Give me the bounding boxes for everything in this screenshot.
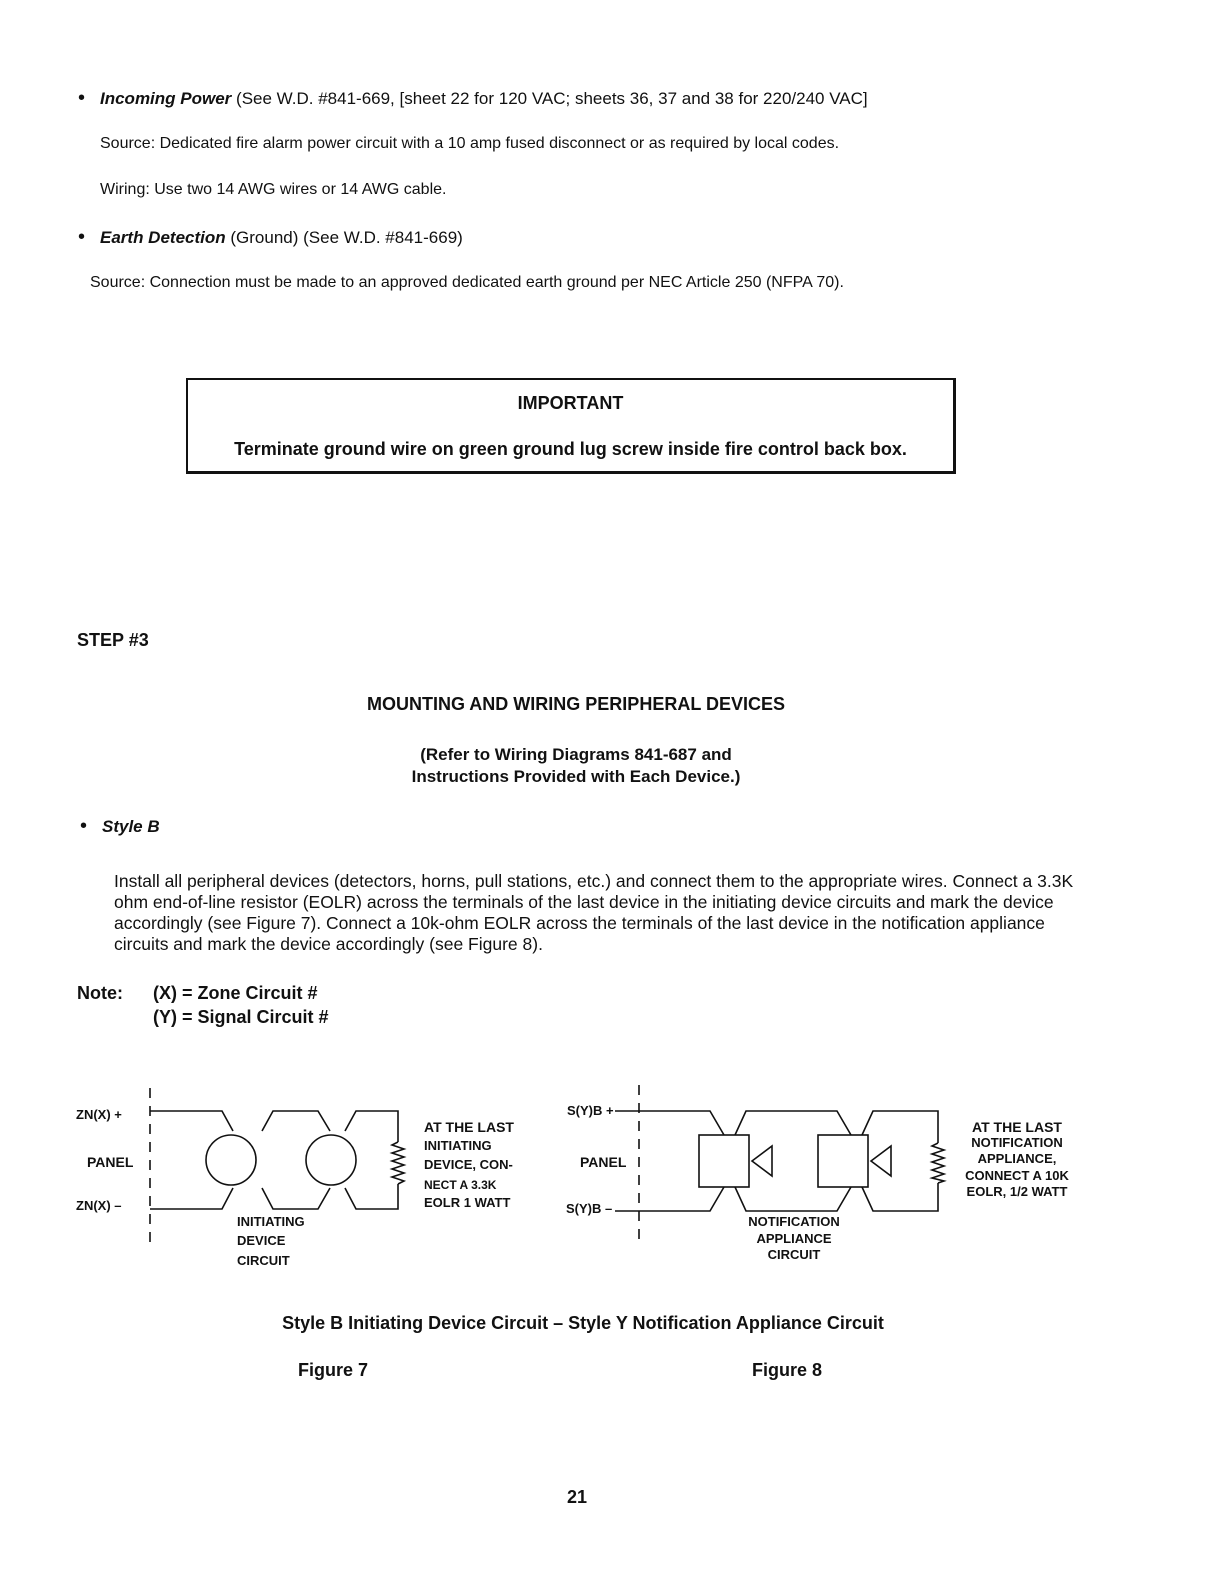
fig8-note-line-2: NOTIFICATION	[971, 1135, 1063, 1150]
section-heading: MOUNTING AND WIRING PERIPHERAL DEVICES	[366, 694, 786, 714]
earth-detection-title: Earth Detection	[100, 228, 226, 247]
style-b-title: Style B	[102, 817, 160, 836]
fig8-right-top-wire	[862, 1111, 938, 1143]
figure7-caption: Figure 7	[298, 1360, 369, 1380]
incoming-power-source: Source: Dedicated fire alarm power circuit with a 10 amp fused disconnect or as required by local codes.	[100, 135, 840, 152]
fig7-plus-label: ZN(X) +	[76, 1107, 122, 1122]
fig7-minus-label: ZN(X) –	[76, 1198, 122, 1213]
fig7-circuit-line-1: INITIATING	[237, 1214, 305, 1229]
fig7-circuit-line-3: CIRCUIT	[237, 1253, 290, 1268]
incoming-power-title: Incoming Power	[100, 89, 232, 108]
fig7-detector-2	[306, 1135, 356, 1185]
figure8-caption: Figure 8	[752, 1360, 823, 1380]
fig7-detector-1	[206, 1135, 256, 1185]
fig7-note-line-4: NECT A 3.3K	[424, 1178, 497, 1192]
incoming-power-ref: (See W.D. #841-669, [sheet 22 for 120 VAC; sheets 36, 37 and 38 for 220/240 VAC]	[236, 89, 868, 108]
important-box	[186, 378, 956, 474]
note-line-1: (X) = Zone Circuit #	[153, 983, 318, 1003]
refer-line-2: Instructions Provided with Each Device.)	[411, 767, 741, 786]
important-text: Terminate ground wire on green ground lug screw inside fire control back box.	[234, 439, 907, 459]
fig7-note-line-1: AT THE LAST	[424, 1119, 514, 1135]
fig8-note-line-4: CONNECT A 10K	[965, 1168, 1069, 1183]
fig7-eolr-resistor	[392, 1142, 404, 1184]
incoming-power-wiring: Wiring: Use two 14 AWG wires or 14 AWG cable.	[100, 181, 447, 198]
bullet-icon: •	[78, 226, 86, 248]
fig8-note-line-5: EOLR, 1/2 WATT	[966, 1184, 1068, 1199]
fig8-horn-1	[752, 1146, 772, 1176]
fig7-right-top-wire	[345, 1111, 398, 1142]
fig7-note-line-5: EOLR 1 WATT	[424, 1195, 511, 1210]
fig8-horn-2	[871, 1146, 891, 1176]
fig8-minus-wire	[615, 1187, 724, 1211]
fig8-plus-wire	[615, 1111, 724, 1135]
fig7-mid-bottom-wire	[262, 1188, 330, 1209]
fig7-mid-top-wire	[262, 1111, 330, 1131]
earth-detection-line	[78, 226, 463, 249]
fig7-plus-wire	[150, 1111, 233, 1131]
fig7-circuit-line-2: DEVICE	[237, 1233, 286, 1248]
refer-line-1: (Refer to Wiring Diagrams 841-687 and	[420, 745, 732, 764]
important-title: IMPORTANT	[517, 393, 624, 413]
fig8-minus-label: S(Y)B –	[566, 1201, 613, 1216]
style-b-paragraph: Install all peripheral devices (detectors, horns, pull stations, etc.) and connect them to the appropriate wires. Connect a 3.3K ohm end-of-line resistor (EOLR) across the terminals of the last device in the initiating device circuits and mark the device accordingly (see Figure 7). Connect a 10k-ohm EOLR across the terminals of the last device in the notification appliance circuits and mark the device accordingly (see Figure 8).	[114, 871, 1074, 954]
fig8-appliance-1	[699, 1135, 749, 1187]
fig8-right-bottom-wire	[862, 1183, 938, 1211]
fig8-circuit-line-3: CIRCUIT	[767, 1247, 821, 1262]
page-number: 21	[567, 1487, 588, 1507]
step-label: STEP #3	[77, 630, 149, 650]
fig8-mid-bottom-wire	[735, 1187, 851, 1211]
fig8-mid-top-wire	[735, 1111, 851, 1135]
earth-detection-ref: (Ground) (See W.D. #841-669)	[230, 228, 463, 247]
fig8-circuit-line-2: APPLIANCE	[756, 1231, 832, 1246]
fig7-right-bottom-wire	[345, 1184, 398, 1209]
fig8-note-line-1: AT THE LAST	[972, 1119, 1062, 1135]
bullet-icon: •	[80, 815, 88, 837]
bullet-icon: •	[78, 87, 86, 109]
fig8-appliance-2	[818, 1135, 868, 1187]
incoming-power-line	[78, 87, 868, 110]
fig8-circuit-line-1: NOTIFICATION	[748, 1214, 840, 1229]
fig8-plus-label: S(Y)B +	[567, 1103, 614, 1118]
fig8-eolr-resistor	[932, 1143, 944, 1183]
note-label: Note:	[77, 983, 123, 1003]
fig7-note-line-3: DEVICE, CON-	[424, 1157, 513, 1172]
fig7-panel-label: PANEL	[87, 1154, 134, 1170]
note-line-2: (Y) = Signal Circuit #	[153, 1007, 329, 1027]
fig8-note-line-3: APPLIANCE,	[977, 1151, 1057, 1166]
fig7-minus-wire	[150, 1188, 233, 1209]
figure-title: Style B Initiating Device Circuit – Style Y Notification Appliance Circuit	[282, 1313, 884, 1333]
style-b-line	[80, 815, 160, 838]
earth-detection-source: Source: Connection must be made to an approved dedicated earth ground per NEC Article 250 (NFPA 70).	[90, 274, 844, 291]
fig8-panel-label: PANEL	[580, 1154, 627, 1170]
fig7-note-line-2: INITIATING	[424, 1138, 492, 1153]
